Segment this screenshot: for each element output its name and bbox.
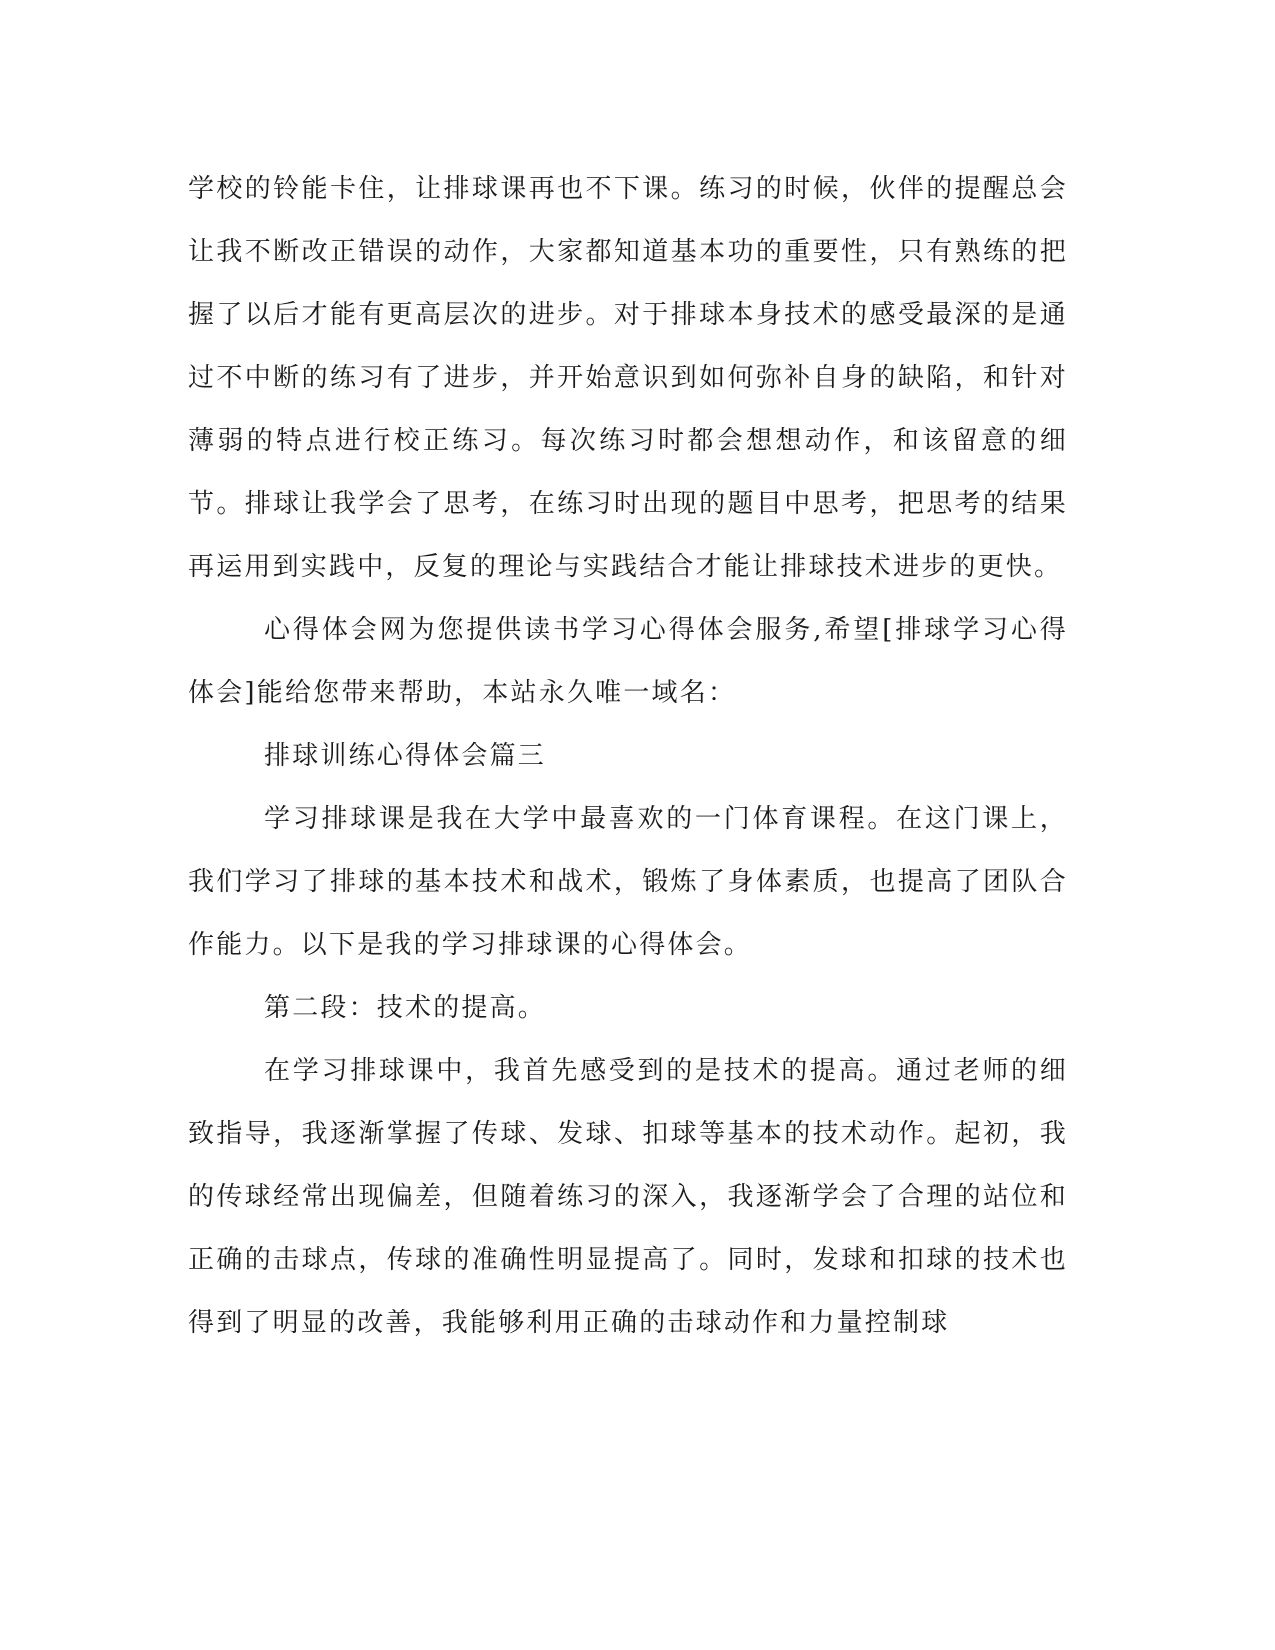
section-subheading: 第二段：技术的提高。 — [264, 993, 547, 1023]
paragraph-continuation: 学校的铃能卡住，让排球课再也不下课。练习的时候，伙伴的提醒总会让我不断改正错误的动作，大家都知道基本功的重要性，只有熟练的把握了以后才能有更高层次的进步。对于排球本身技术的感受最深的是通过不中断的练习有了进步，并开始意识到如何弥补自身的缺陷，和针对薄弱的特点进行校正练习。每次练习时都会想想动作，和该留意的细节。排球让我学会了思考，在练习时出现的题目中思考，把思考的结果再运用到实践中，反复的理论与实践结合才能让排球技术进步的更快。 — [188, 174, 1068, 582]
paragraph-technique: 在学习排球课中，我首先感受到的是技术的提高。通过老师的细致指导，我逐渐掌握了传球、发球、扣球等基本的技术动作。起初，我的传球经常出现偏差，但随着练习的深入，我逐渐学会了合理的站位和正确的击球点，传球的准确性明显提高了。同时，发球和扣球的技术也得到了明显的改善，我能够利用正确的击球动作和力量控制球 — [188, 1056, 1068, 1338]
paragraph-intro: 学习排球课是我在大学中最喜欢的一门体育课程。在这门课上，我们学习了排球的基本技术和战术，锻炼了身体素质，也提高了团队合作能力。以下是我的学习排球课的心得体会。 — [188, 804, 1068, 960]
paragraph-site-notice: 心得体会网为您提供读书学习心得体会服务,希望[排球学习心得体会]能给您带来帮助，本站永久唯一域名： — [188, 615, 1068, 708]
section-title: 排球训练心得体会篇三 — [264, 741, 547, 771]
document-body — [188, 158, 1068, 1355]
